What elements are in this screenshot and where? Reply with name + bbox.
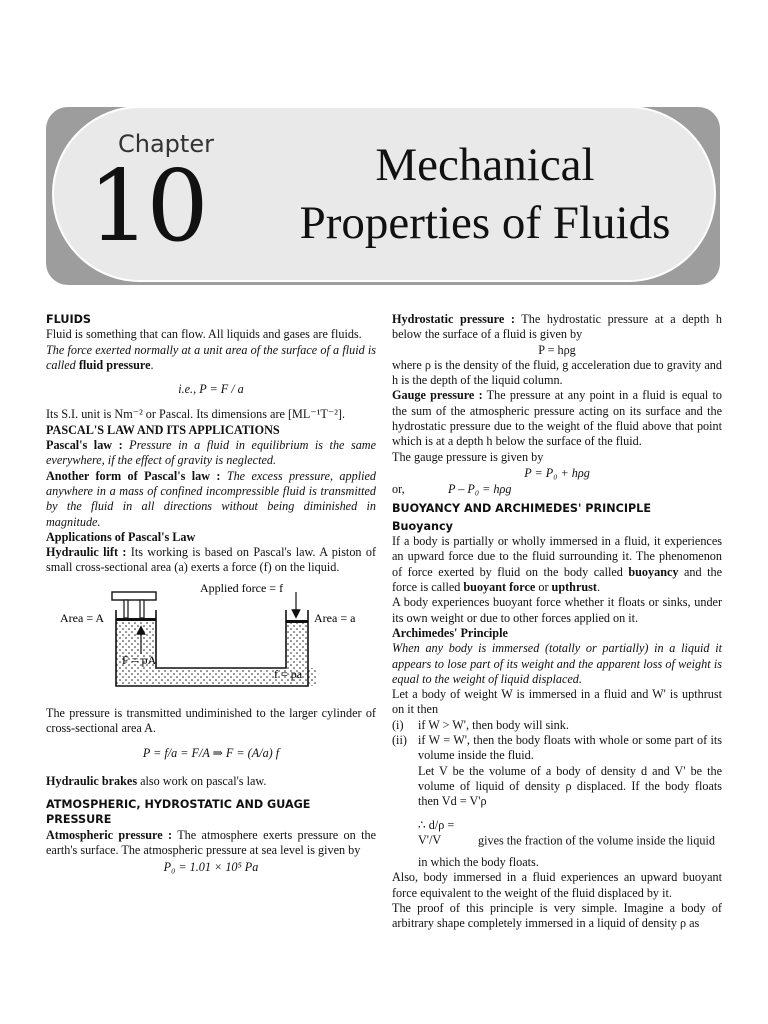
buoyancy-paragraph [392, 534, 722, 595]
large-piston-top [112, 592, 156, 600]
pascal-alt-term: Another form of Pascal's law : [46, 468, 221, 483]
fraction-equation-line-2: in which the body floats. [418, 855, 539, 870]
large-piston-stem-right [140, 600, 144, 618]
gauge-or: or, [392, 482, 405, 497]
hydraulic-brakes-paragraph [46, 774, 376, 789]
chapter-number: 10 [88, 150, 205, 264]
F-equals-pA-label: F = pA [122, 652, 157, 667]
chapter-label: Chapter [118, 130, 214, 158]
applied-force-label: Applied force = f [200, 581, 284, 595]
upward-force-paragraph: Also, body immersed in a fluid experiences an upward buoyant force equivalent to the weight of the fluid displaced by it. [392, 870, 722, 900]
fraction-equation-row [392, 818, 722, 849]
buoyancy-subheading: Buoyancy [392, 519, 453, 533]
hydrostatic-term: Hydrostatic pressure : [392, 312, 515, 326]
gauge-term: Gauge pressure : [392, 388, 483, 403]
hydraulic-lift-term: Hydraulic lift : [46, 545, 127, 560]
hydraulic-lift-text: Its working is based on Pascal's law. A piston of small cross-sectional area (a) exerts a force (f) on the liquid. [46, 545, 376, 575]
large-piston-stem-left [124, 600, 128, 618]
pascal-law-text: Pressure in a fluid in equilibrium is the same everywhere, if the effect of gravity is neglected. [46, 438, 377, 468]
gauge-text: The pressure at any point in a fluid is equal to the sum of the atmospheric pressure acting on its surface and the hydrostatic pressure due to the weight of the fluid above that point which is at a depth h below the surface of the fluid. [392, 388, 722, 449]
atmospheric-heading: ATMOSPHERIC, HYDROSTATIC AND GUAGE PRESSURE [46, 797, 311, 827]
buoyancy-text-d: or [538, 580, 549, 595]
buoyancy-text-e: . [596, 580, 600, 595]
right-column [392, 312, 722, 932]
area-a-label: Area = a [314, 610, 356, 625]
fluid-pressure-period: . [150, 357, 154, 372]
small-piston-plate [286, 620, 308, 623]
chapter-title-line-2: Properties of Fluids [299, 197, 671, 249]
gauge-equation-1: P = P₀ + hρg [524, 465, 590, 480]
archimedes-statement [392, 641, 722, 687]
buoyancy-heading: BUOYANCY AND ARCHIMEDES' PRINCIPLE [392, 501, 651, 515]
buoyancy-text-c: and the force is called [392, 564, 723, 595]
atmospheric-term: Atmospheric pressure : [46, 827, 173, 842]
buoyant-force-term: buoyant force [463, 580, 536, 595]
list-item-number: (i) [392, 717, 404, 732]
hydraulic-brakes-text: also work on pascal's law. [140, 773, 267, 788]
fluids-heading: FLUIDS [46, 313, 91, 326]
pascal-alt-text: The excess pressure, applied anywhere in a mass of confined incompressible fluid is transmitted by the fluid in all directions without being diminished in magnitude. [46, 468, 376, 529]
atmospheric-equation: P₀ = 1.01 × 10⁵ Pa [163, 860, 259, 875]
pascal-alt-paragraph [46, 469, 376, 530]
hydrostatic-text: The hydrostatic pressure at a depth h below the surface of a fluid is given by [392, 312, 722, 342]
volume-paragraph: Let V be the volume of a body of density d and V' be the volume of liquid of density ρ displaced. If the body floats then Vd = V'ρ [418, 763, 722, 809]
hydrostatic-equation: P = hρg [538, 342, 576, 357]
fluid-pressure-italic: The force exerted normally at a unit area of the surface of a fluid is called [46, 342, 376, 372]
pascal-law-term: Pascal's law : [46, 438, 123, 453]
gauge-given: The gauge pressure is given by [392, 449, 544, 464]
list-item-text: if W = W', then the body floats with whole or some part of its volume inside the fluid. [418, 733, 722, 763]
fluid-pressure-definition [46, 343, 376, 374]
fraction-equation-tail: gives the fraction of the volume inside the liquid [478, 832, 715, 847]
buoyancy-text-a: If a body is partially or wholly immersed in a fluid, it experiences an upward force due to the fluid surrounding it. The phenomenon of force exerted by fluid on the body called [392, 534, 722, 579]
atmospheric-text: The atmosphere exerts pressure on the earth's surface. The atmospheric pressure at sea level is given by [46, 827, 376, 857]
chapter-title [270, 136, 700, 252]
list-item-text: if W > W', then body will sink. [418, 717, 569, 732]
hydrostatic-paragraph [392, 312, 722, 343]
buoyant-force-paragraph: A body experiences buoyant force whether it floats or sinks, under its own weight or due to other forces applied on it. [392, 595, 722, 625]
buoyancy-term: buoyancy [628, 564, 679, 579]
pascal-heading: PASCAL'S LAW AND ITS APPLICATIONS [46, 422, 280, 437]
fluid-pressure-term: fluid pressure [78, 357, 151, 372]
hydraulic-brakes-term: Hydraulic brakes [46, 773, 138, 788]
list-item [392, 718, 722, 733]
gauge-equation-2: P – P₀ = hρg [448, 482, 512, 497]
f-equals-pa-label: f = pa [274, 666, 303, 681]
hydrostatic-where: where ρ is the density of the fluid, g acceleration due to gravity and h is the depth of the liquid column. [392, 357, 722, 388]
list-item [392, 733, 722, 764]
applications-heading: Applications of Pascal's Law [46, 529, 196, 544]
weight-paragraph: Let a body of weight W is immersed in a fluid and W' is upthrust on it then [392, 687, 722, 717]
pascal-law-paragraph [46, 438, 376, 469]
large-piston-plate [116, 618, 156, 621]
fraction-equation: ∴ d/ρ = V'/V [418, 817, 455, 847]
gauge-paragraph [392, 388, 722, 449]
archimedes-statement-text: When any body is immersed (totally or partially) in a liquid it appears to lose part of its weight and the apparent loss of weight is equal to the weight of liquid displaced. [392, 641, 722, 686]
hydraulic-lift-figure [46, 582, 376, 700]
archimedes-heading: Archimedes' Principle [392, 625, 508, 640]
gauge-equation-2-row [392, 482, 722, 497]
fluids-definition: Fluid is something that can flow. All liquids and gases are fluids. [46, 327, 362, 342]
atmospheric-paragraph [46, 828, 376, 859]
chapter-title-line-1: Mechanical [375, 139, 595, 191]
area-A-label: Area = A [60, 610, 105, 625]
pressure-equation: i.e., P = F / a [178, 382, 244, 397]
list-item-number: (ii) [392, 733, 407, 748]
left-column [46, 312, 376, 875]
force-ratio-equation: P = f/a = F/A ⇒ F = (A/a) f [142, 746, 280, 761]
proof-paragraph: The proof of this principle is very simple. Imagine a body of arbitrary shape completely immersed in a liquid of density ρ as [392, 900, 722, 931]
si-unit-text: Its S.I. unit is Nm⁻² or Pascal. Its dimensions are [ML⁻¹T⁻²]. [46, 407, 346, 422]
transmitted-paragraph: The pressure is transmitted undiminished to the larger cylinder of cross-sectional area A. [46, 705, 376, 736]
upthrust-term: upthrust [551, 580, 597, 595]
hydraulic-lift-paragraph [46, 545, 376, 576]
